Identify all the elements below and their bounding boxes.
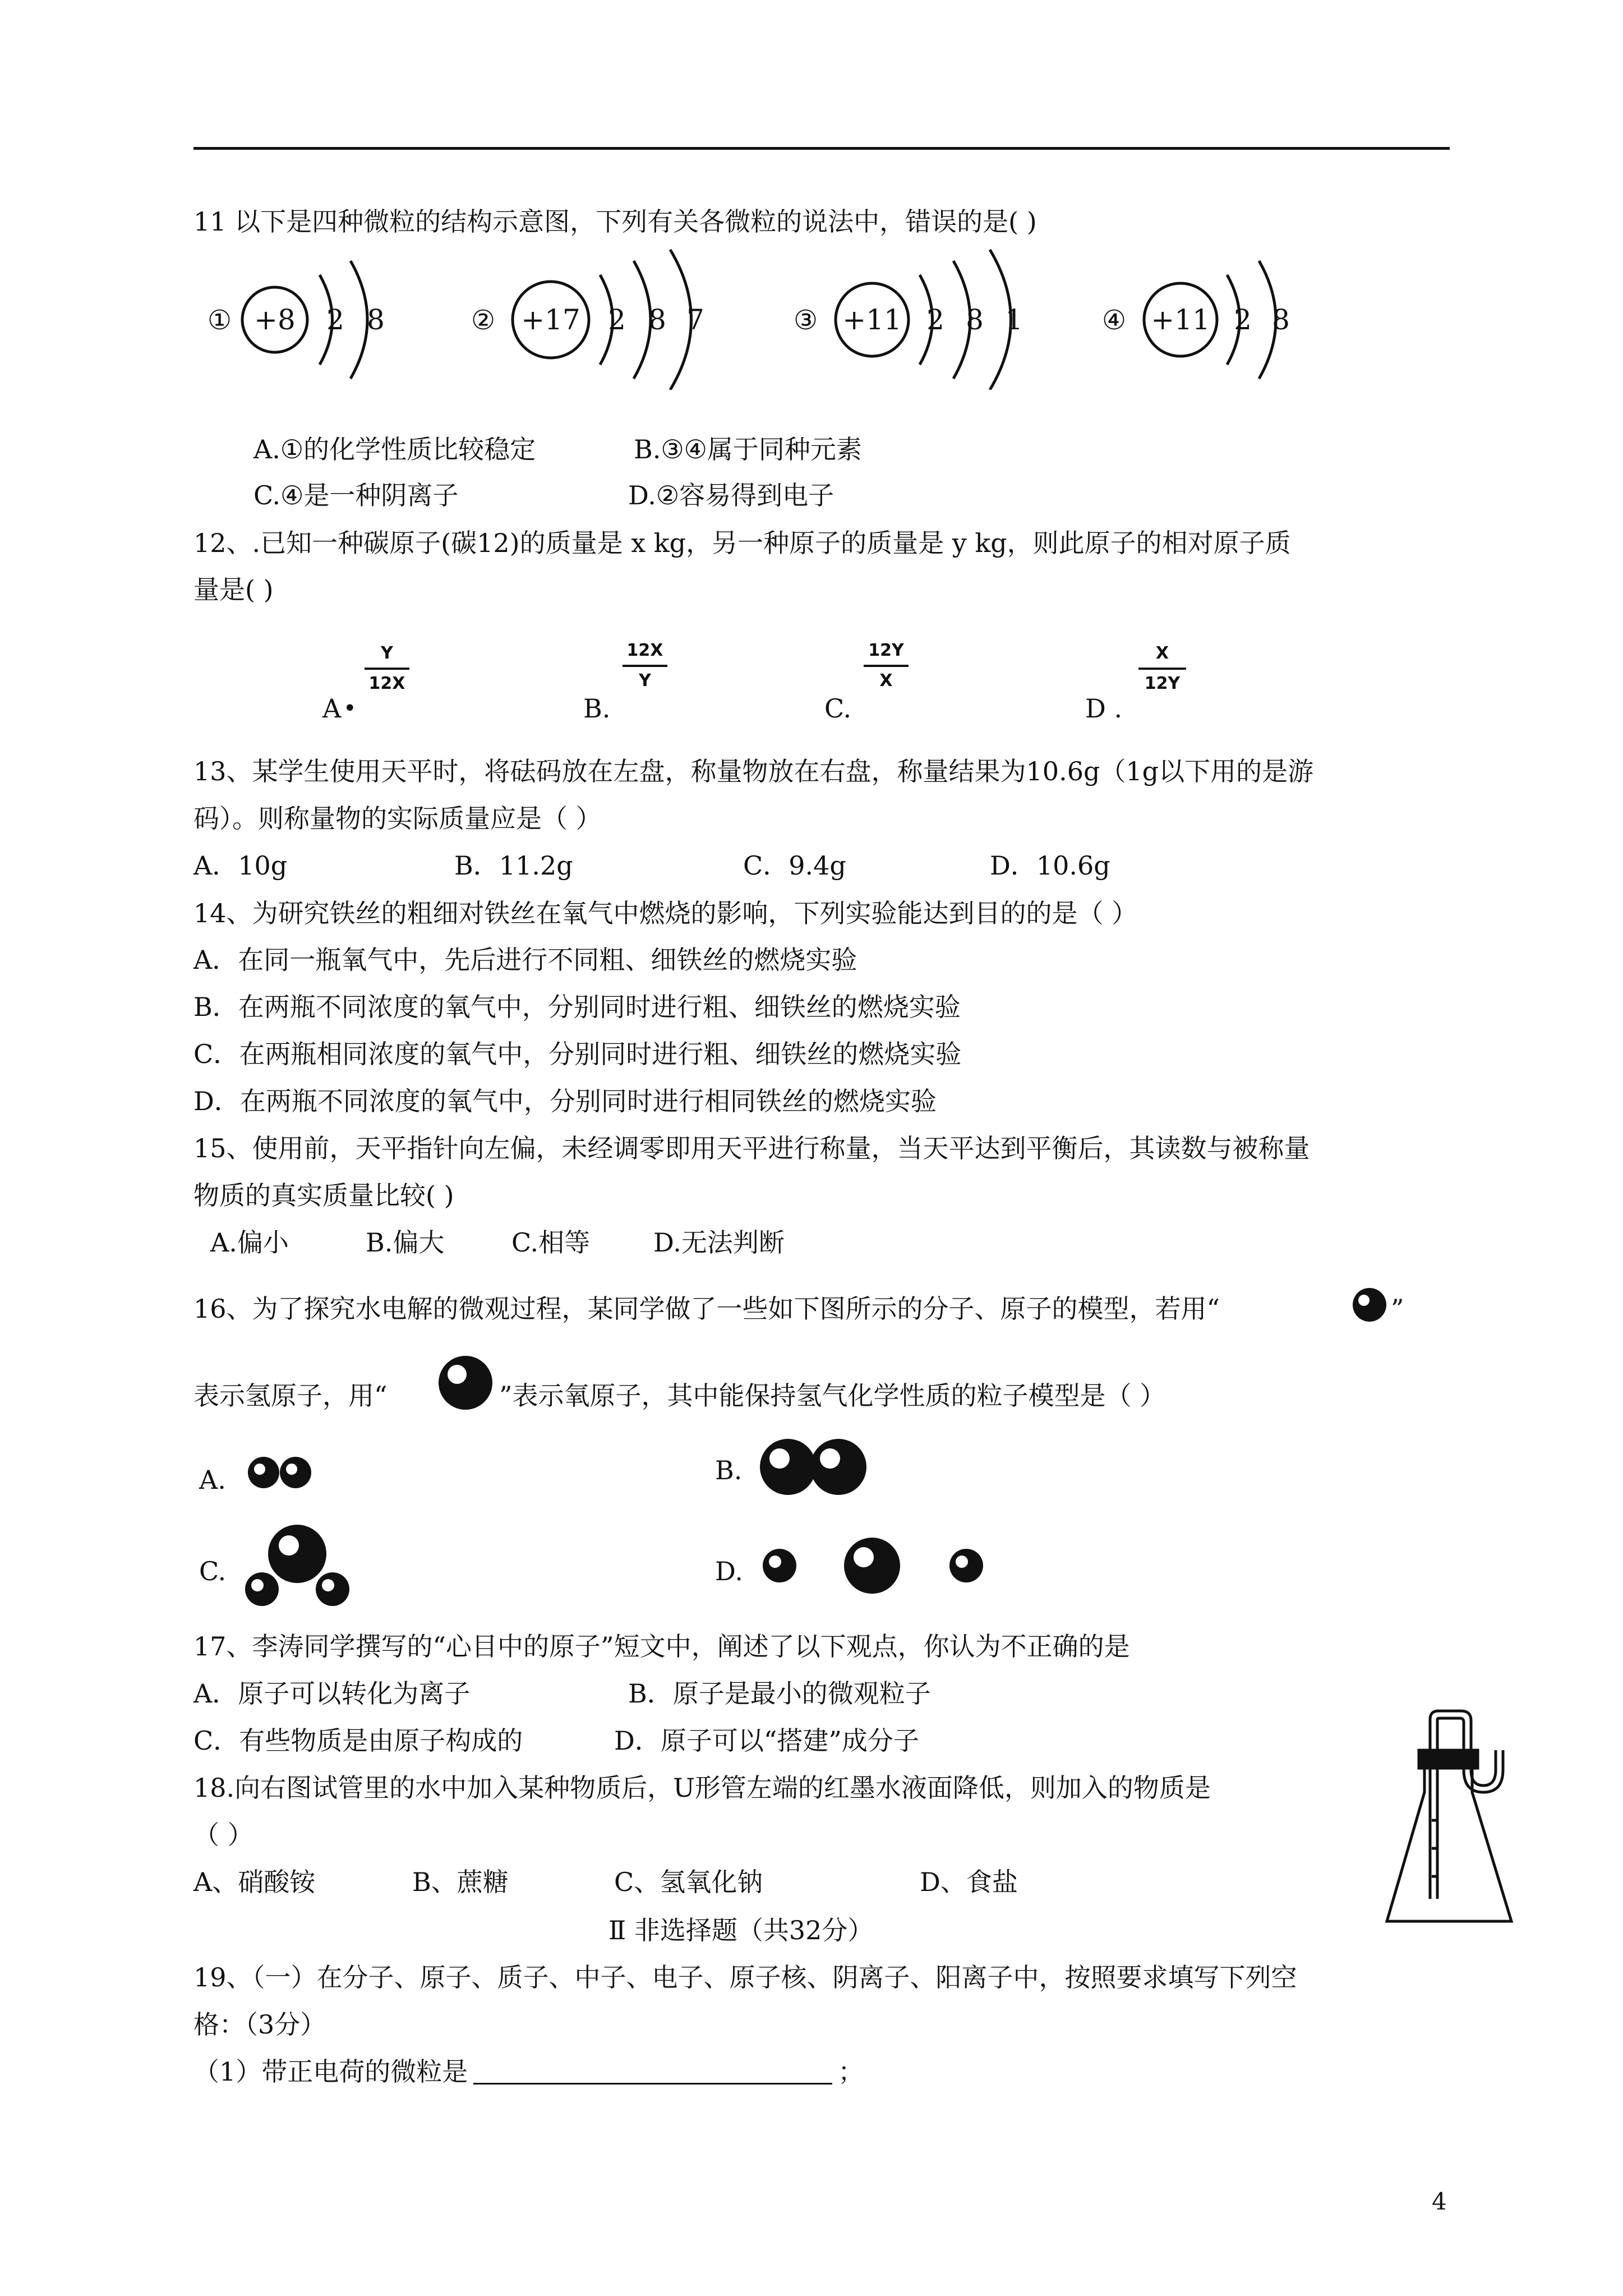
q16-option-d-model xyxy=(754,1530,1001,1598)
q11-diagram-4-nucleus: +11 xyxy=(1151,303,1210,336)
q11-diagram-1-shell-2: 8 xyxy=(367,303,385,336)
q17-option-d: D．原子可以“搭建”成分子 xyxy=(614,1726,919,1756)
q17-option-a: A．原子可以转化为离子 xyxy=(193,1678,471,1709)
section-title: Ⅱ 非选择题（共32分） xyxy=(608,1915,874,1945)
q11-stem: 11 以下是四种微粒的结构示意图，下列有关各微粒的说法中，错误的是( ) xyxy=(193,206,1037,237)
q11-diagram-3-shell-3: 1 xyxy=(1005,303,1023,336)
q12-option-b-label: B. xyxy=(583,693,611,724)
q11-diagram-2-nucleus: +17 xyxy=(521,303,580,336)
oxygen-atom-icon xyxy=(435,1352,496,1414)
q11-diagram-1-nucleus: +8 xyxy=(254,303,296,336)
q12-option-b-numerator: 12X xyxy=(626,641,663,660)
q11-diagram-2-shell-3: 7 xyxy=(686,303,704,336)
q18-option-c: C、氢氧化钠 xyxy=(614,1867,763,1897)
q11-diagram-2-shell-1: 2 xyxy=(608,303,626,336)
q19-sub1-answer-blank[interactable] xyxy=(473,2062,832,2085)
q12-option-d-numerator: X xyxy=(1155,643,1169,663)
q12-stem-line2: 量是( ) xyxy=(193,574,274,605)
q14-stem: 14、为研究铁丝的粗细对铁丝在氧气中燃烧的影响，下列实验能达到目的的是（ ） xyxy=(193,898,1138,928)
q11-atom-diagrams xyxy=(191,244,1312,390)
q13-stem-line2: 码）。则称量物的实际质量应是（ ） xyxy=(193,803,602,834)
q15-option-d: D.无法判断 xyxy=(653,1227,785,1258)
q12-option-a-dot: • xyxy=(343,696,357,721)
q11-option-a: A.①的化学性质比较稳定 xyxy=(253,434,536,464)
q17-option-c: C．有些物质是由原子构成的 xyxy=(193,1726,523,1756)
q11-diagram-4-shell-1: 2 xyxy=(1234,303,1252,336)
flask-u-tube-figure xyxy=(1377,1708,1528,1927)
q17-option-b: B．原子是最小的微观粒子 xyxy=(628,1678,931,1709)
q16-option-c-label: C. xyxy=(199,1556,227,1586)
q12-option-a-fraction xyxy=(365,645,409,692)
q14-option-a: A．在同一瓶氧气中，先后进行不同粗、细铁丝的燃烧实验 xyxy=(193,945,857,975)
q11-diagram-2-shell-2: 8 xyxy=(648,303,666,336)
q15-stem-line1: 15、使用前，天平指针向左偏，未经调零即用天平进行称量，当天平达到平衡后，其读数与被称量 xyxy=(193,1133,1310,1163)
q12-option-b-denominator: Y xyxy=(639,671,651,691)
q19-sub1-label: （1）带正电荷的微粒是 xyxy=(193,2056,468,2087)
q19-stem-line1: 19、（一）在分子、原子、质子、中子、电子、原子核、阴离子、阳离子中，按照要求填写下列空 xyxy=(193,1962,1297,1993)
q16-stem-line2: 表示氢原子，用“ xyxy=(193,1381,388,1411)
q11-option-b: B.③④属于同种元素 xyxy=(634,434,862,464)
q11-option-d: D.②容易得到电子 xyxy=(628,480,834,510)
q12-option-c-label: C. xyxy=(824,693,852,724)
q11-diagram-2-index: ② xyxy=(471,305,496,336)
q12-option-d-fraction xyxy=(1138,645,1186,692)
header-rule xyxy=(193,147,1450,150)
q13-option-a: A．10g xyxy=(193,850,288,881)
q19-stem-line2: 格：（3分） xyxy=(193,2009,326,2040)
q12-option-c-fraction xyxy=(864,642,909,689)
q15-option-b: B.偏大 xyxy=(366,1227,445,1258)
q11-diagram-3-index: ③ xyxy=(794,305,818,336)
q11-diagram-3-shell-2: 8 xyxy=(966,303,984,336)
q14-option-c: C．在两瓶相同浓度的氧气中，分别同时进行粗、细铁丝的燃烧实验 xyxy=(193,1039,962,1069)
q11-diagram-3-nucleus: +11 xyxy=(842,303,902,336)
q14-option-d: D．在两瓶不同浓度的氧气中，分别同时进行相同铁丝的燃烧实验 xyxy=(193,1086,937,1116)
q12-option-b-fraction xyxy=(623,642,667,689)
q11-option-c: C.④是一种阴离子 xyxy=(253,480,459,510)
q15-option-c: C.相等 xyxy=(511,1227,591,1258)
hydrogen-atom-icon xyxy=(1350,1286,1390,1325)
q16-stem-line1: 16、为了探究水电解的微观过程，某同学做了一些如下图所示的分子、原子的模型，若用“ xyxy=(193,1294,1220,1324)
q18-option-d: D、食盐 xyxy=(920,1867,1018,1897)
q15-stem-line2: 物质的真实质量比较( ) xyxy=(193,1180,454,1211)
q11-diagram-4-index: ④ xyxy=(1102,305,1127,336)
q13-stem-line1: 13、某学生使用天平时，将砝码放在左盘，称量物放在右盘，称量结果为10.6g（1g以下用的是游 xyxy=(193,756,1314,786)
q14-option-b: B．在两瓶不同浓度的氧气中，分别同时进行粗、细铁丝的燃烧实验 xyxy=(193,992,961,1022)
q17-stem: 17、李涛同学撰写的“心目中的原子”短文中，阐述了以下观点，你认为不正确的是 xyxy=(193,1631,1130,1662)
q15-option-a: A.偏小 xyxy=(210,1227,289,1258)
page-number: 4 xyxy=(1432,2188,1447,2215)
q16-option-b-label: B. xyxy=(715,1455,743,1485)
q18-stem-line2: （ ） xyxy=(193,1820,253,1850)
q11-diagram-3-shell-1: 2 xyxy=(926,303,944,336)
q18-stem-line1: 18.向右图试管里的水中加入某种物质后，U形管左端的红墨水液面降低，则加入的物质是 xyxy=(193,1773,1211,1803)
q16-option-d-label: D. xyxy=(715,1556,743,1586)
q18-option-a: A、硝酸铵 xyxy=(193,1867,316,1897)
q13-option-b: B．11.2g xyxy=(454,850,573,881)
q12-option-a-numerator: Y xyxy=(381,643,393,663)
q13-option-c: C．9.4g xyxy=(743,850,846,881)
q12-option-a-label: A xyxy=(322,693,342,724)
q16-option-b-model xyxy=(754,1433,889,1501)
q16-option-a-model xyxy=(244,1450,322,1495)
q18-option-b: B、蔗糖 xyxy=(412,1867,509,1897)
q13-option-d: D．10.6g xyxy=(990,850,1110,881)
q12-stem-line1: 12、.已知一种碳原子(碳12)的质量是 x kg，另一种原子的质量是 y kg，则此原子的相对原子质 xyxy=(193,528,1291,558)
q12-option-c-denominator: X xyxy=(879,671,893,691)
q12-option-c-numerator: 12Y xyxy=(868,641,904,660)
q19-sub1 xyxy=(193,2056,864,2087)
q16-stem-line2-end: ”表示氧原子，其中能保持氢气化学性质的粒子模型是（ ） xyxy=(499,1381,1166,1411)
q12-option-a-denominator: 12X xyxy=(368,674,405,693)
q16-option-c-model xyxy=(238,1517,356,1613)
q12-option-d-label: D . xyxy=(1085,693,1123,724)
q11-diagram-1-index: ① xyxy=(208,305,232,336)
q11-diagram-1-shell-1: 2 xyxy=(326,303,344,336)
q12-option-d-denominator: 12Y xyxy=(1144,674,1181,693)
q11-diagram-4-shell-2: 8 xyxy=(1272,303,1290,336)
q16-option-a-label: A. xyxy=(199,1465,226,1495)
q16-stem-line1-end: ” xyxy=(1391,1294,1404,1324)
q19-sub1-end: ； xyxy=(838,2056,864,2087)
